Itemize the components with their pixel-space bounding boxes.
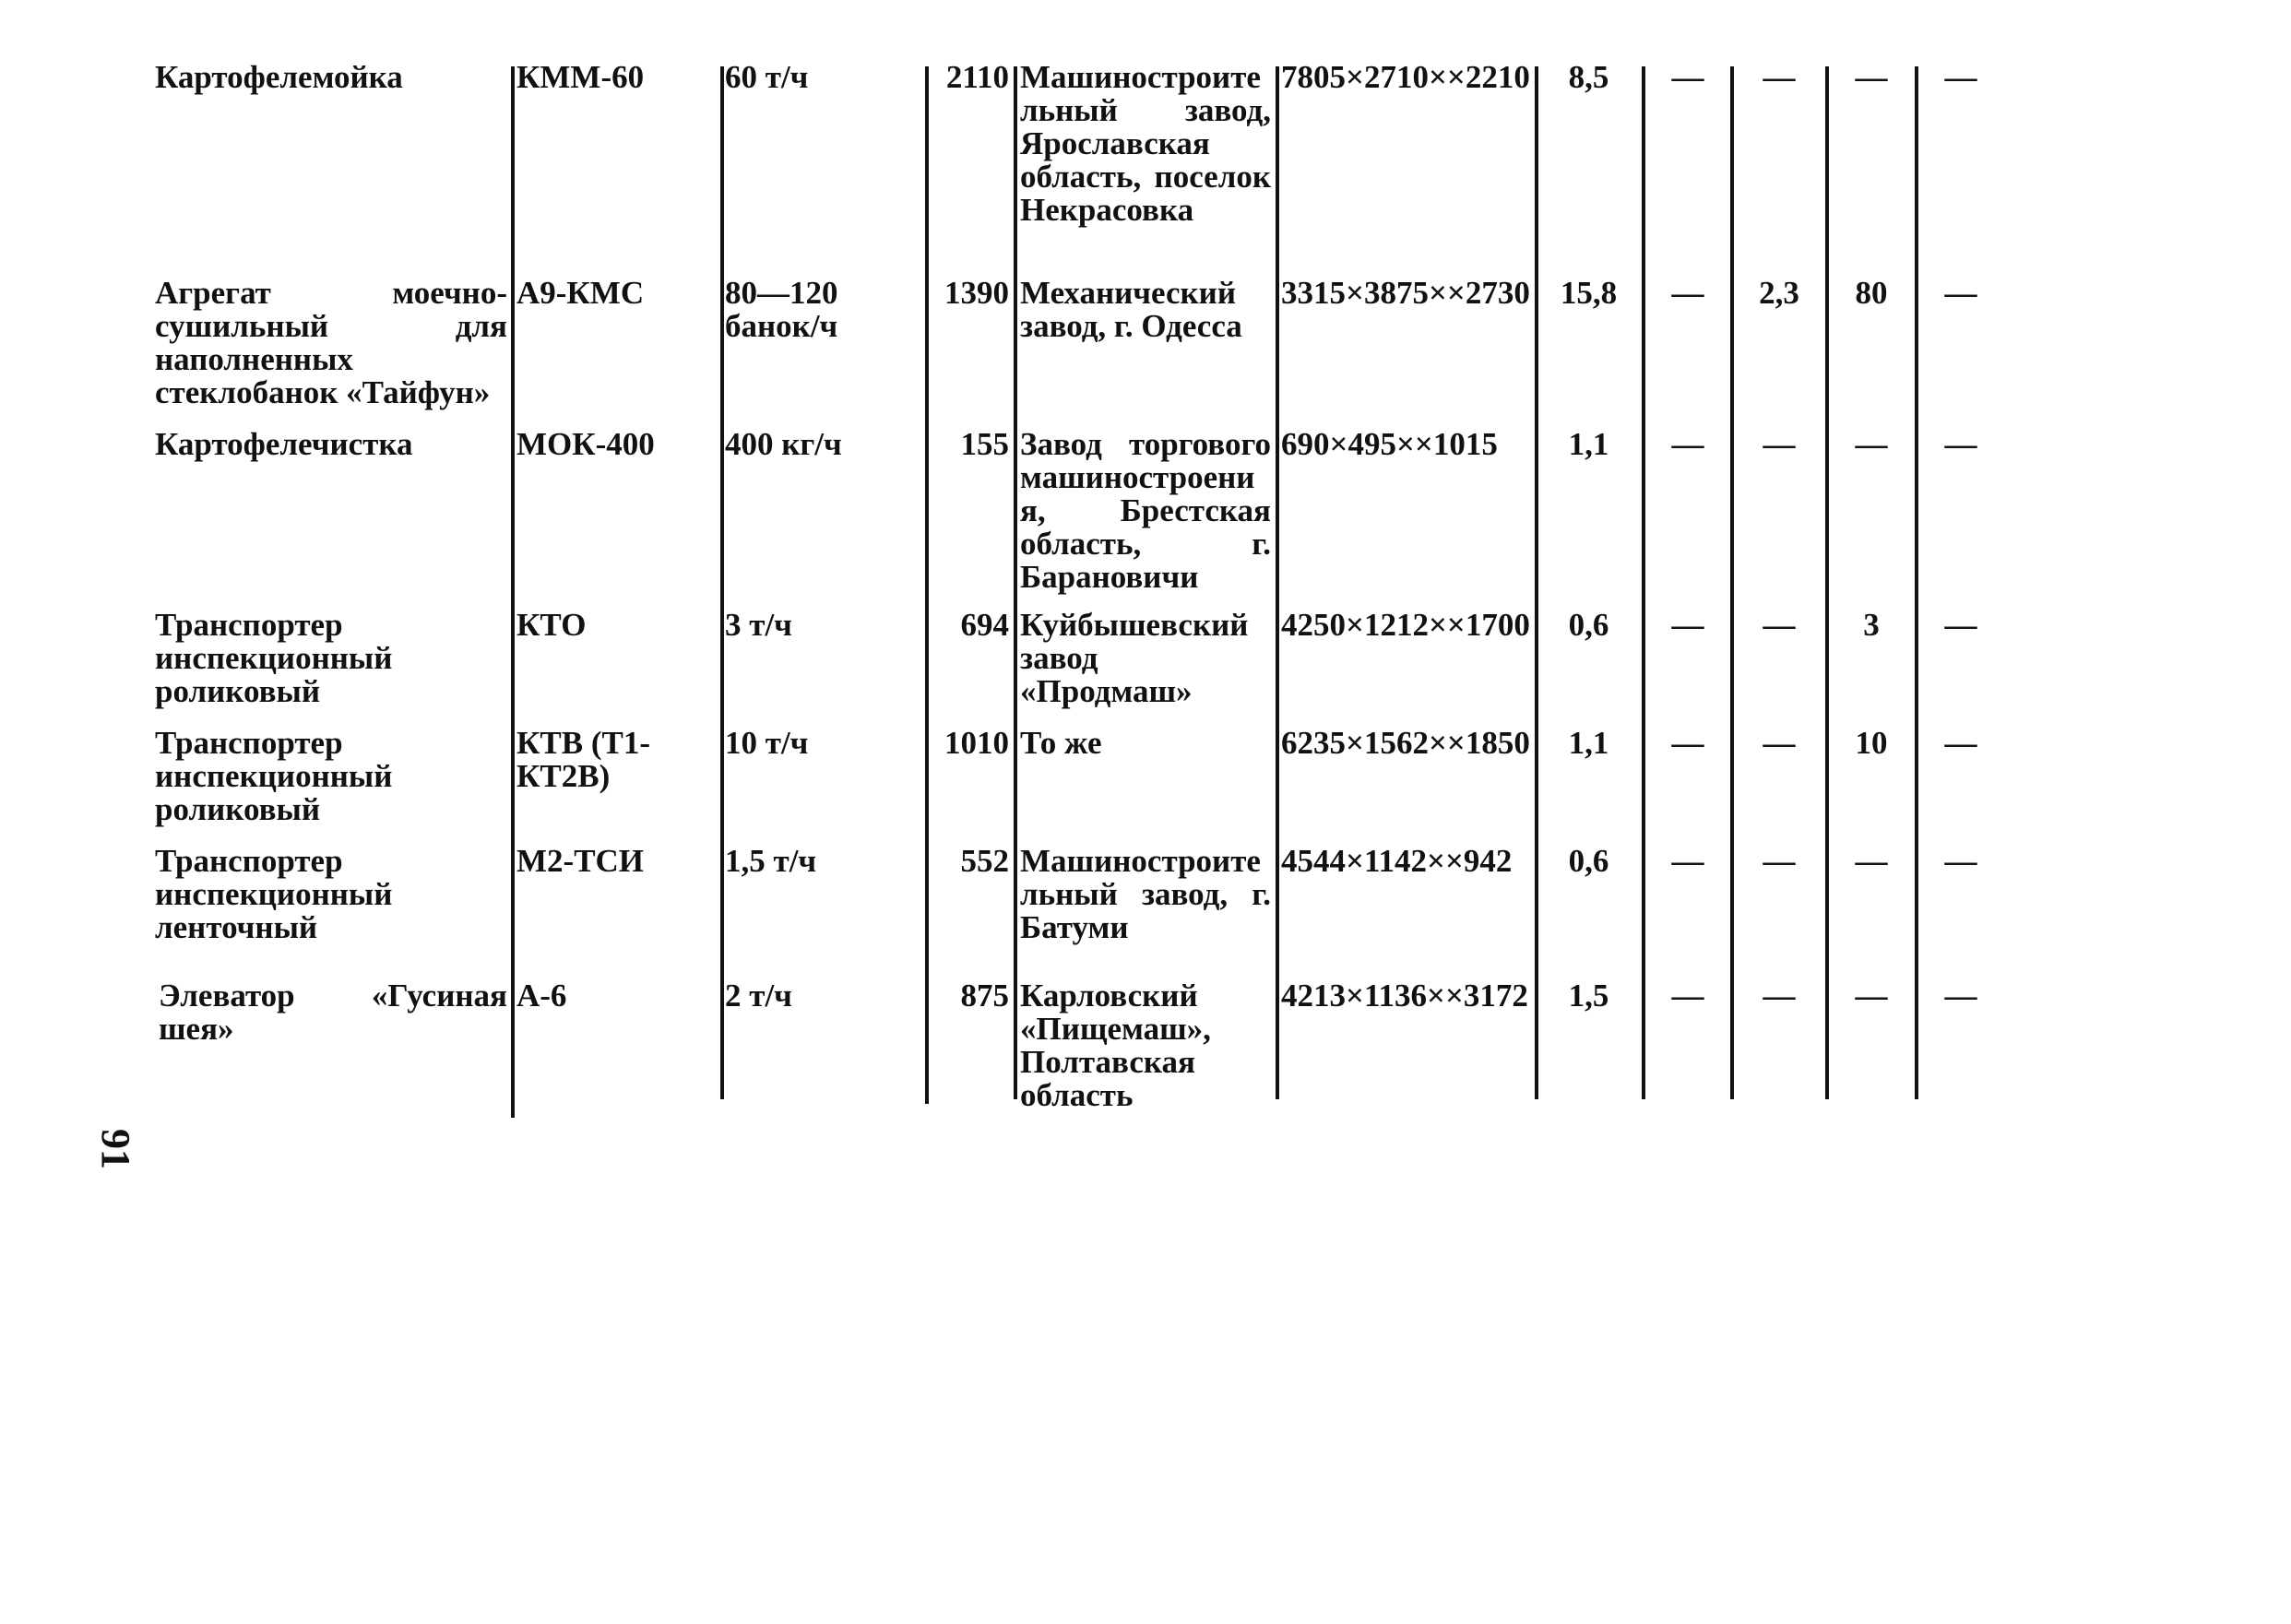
row-7-c1: —	[1671, 978, 1704, 1014]
row-5-maker: То же	[1020, 725, 1102, 761]
page-number: 91	[93, 1129, 138, 1169]
row-3-dims: 690×495××1015	[1281, 426, 1498, 462]
row-1-maker: Машиностроительный завод, Ярославская область, поселок Некрасовка	[1020, 59, 1271, 228]
row-4-capacity: 3 т/ч	[725, 607, 792, 643]
row-5-power: 1,1	[1568, 725, 1609, 761]
column-rule	[720, 66, 724, 1099]
row-1-c1: —	[1671, 59, 1704, 95]
row-6-dims: 4544×1142××942	[1281, 843, 1513, 879]
row-2-model: А9-КМС	[516, 275, 645, 311]
row-3-c2: —	[1763, 426, 1796, 462]
row-1-power: 8,5	[1568, 59, 1609, 95]
row-2-name: Агрегат моечно-сушильный для наполненных стеклобанок «Тайфун»	[155, 275, 507, 410]
row-3-capacity: 400 кг/ч	[725, 426, 842, 462]
row-5-c1: —	[1671, 725, 1704, 761]
row-3-c4: —	[1944, 426, 1977, 462]
row-3-mass: 155	[960, 426, 1009, 462]
column-rule	[1825, 66, 1829, 1099]
row-7-c2: —	[1763, 978, 1796, 1014]
row-7-c4: —	[1944, 978, 1977, 1014]
row-2-c2: 2,3	[1759, 275, 1799, 311]
row-2-capacity: 80—120 банок/ч	[725, 275, 838, 344]
row-3-name: Картофелечистка	[155, 426, 413, 462]
row-7-mass: 875	[960, 978, 1009, 1014]
column-rule	[1535, 66, 1538, 1099]
row-1-mass: 2110	[945, 59, 1009, 95]
row-1-model: КММ-60	[516, 59, 645, 95]
row-5-mass: 1010	[944, 725, 1009, 761]
row-1-c4: —	[1944, 59, 1977, 95]
row-3-c1: —	[1671, 426, 1704, 462]
row-6-c4: —	[1944, 843, 1977, 879]
row-2-c4: —	[1944, 275, 1977, 311]
row-6-c2: —	[1763, 843, 1796, 879]
row-6-model: М2-ТСИ	[516, 843, 645, 879]
row-5-dims: 6235×1562××1850	[1281, 725, 1530, 761]
row-7-dims: 4213×1136××3172	[1281, 978, 1528, 1014]
column-rule	[1276, 66, 1279, 1099]
row-1-c2: —	[1763, 59, 1796, 95]
row-3-model: МОК-400	[516, 426, 655, 462]
row-6-power: 0,6	[1568, 843, 1609, 879]
row-4-c1: —	[1671, 607, 1704, 643]
row-5-name: Транспортер инспекционный роликовый	[155, 725, 393, 827]
row-1-c3: —	[1855, 59, 1888, 95]
row-6-c3: —	[1855, 843, 1888, 879]
row-4-maker: Куйбышевский завод «Продмаш»	[1020, 607, 1249, 709]
row-4-power: 0,6	[1568, 607, 1609, 643]
column-rule	[925, 66, 929, 1104]
row-4-model: КТО	[516, 607, 587, 643]
row-4-c3: 3	[1863, 607, 1880, 643]
row-5-c4: —	[1944, 725, 1977, 761]
row-5-c2: —	[1763, 725, 1796, 761]
row-2-maker: Механический завод, г. Одесса	[1020, 275, 1242, 344]
row-6-name: Транспортер инспекционный ленточный	[155, 843, 393, 945]
row-3-power: 1,1	[1568, 426, 1609, 462]
row-2-c3: 80	[1855, 275, 1888, 311]
row-2-dims: 3315×3875××2730	[1281, 275, 1530, 311]
row-4-name: Транспортер инспекционный роликовый	[155, 607, 393, 709]
column-rule	[511, 66, 515, 1118]
row-2-power: 15,8	[1560, 275, 1618, 311]
row-4-dims: 4250×1212××1700	[1281, 607, 1530, 643]
row-3-maker: Завод торгового машиностроения, Брестская область, г. Барановичи	[1020, 426, 1271, 595]
row-1-capacity: 60 т/ч	[725, 59, 809, 95]
row-7-c3: —	[1855, 978, 1888, 1014]
row-1-name: Картофелемойка	[155, 59, 403, 95]
row-7-name: Элеватор «Гусиная шея»	[159, 978, 507, 1047]
row-6-mass: 552	[960, 843, 1009, 879]
row-4-mass: 694	[960, 607, 1009, 643]
row-2-c1: —	[1671, 275, 1704, 311]
row-7-maker: Карловский «Пищемаш», Полтавская область	[1020, 978, 1211, 1113]
row-6-maker: Машиностроительный завод, г. Батуми	[1020, 843, 1271, 945]
row-6-c1: —	[1671, 843, 1704, 879]
row-5-capacity: 10 т/ч	[725, 725, 809, 761]
row-5-c3: 10	[1855, 725, 1888, 761]
row-7-model: А-6	[516, 978, 567, 1014]
column-rule	[1014, 66, 1017, 1099]
row-7-capacity: 2 т/ч	[725, 978, 792, 1014]
row-6-capacity: 1,5 т/ч	[725, 843, 817, 879]
row-7-power: 1,5	[1568, 978, 1609, 1014]
row-5-model: КТВ (Т1-КТ2В)	[516, 725, 650, 794]
row-3-c3: —	[1855, 426, 1888, 462]
row-4-c2: —	[1763, 607, 1796, 643]
row-4-c4: —	[1944, 607, 1977, 643]
row-1-dims: 7805×2710××2210	[1281, 59, 1530, 95]
column-rule	[1642, 66, 1645, 1099]
row-2-mass: 1390	[944, 275, 1009, 311]
column-rule	[1730, 66, 1734, 1099]
column-rule	[1915, 66, 1918, 1099]
